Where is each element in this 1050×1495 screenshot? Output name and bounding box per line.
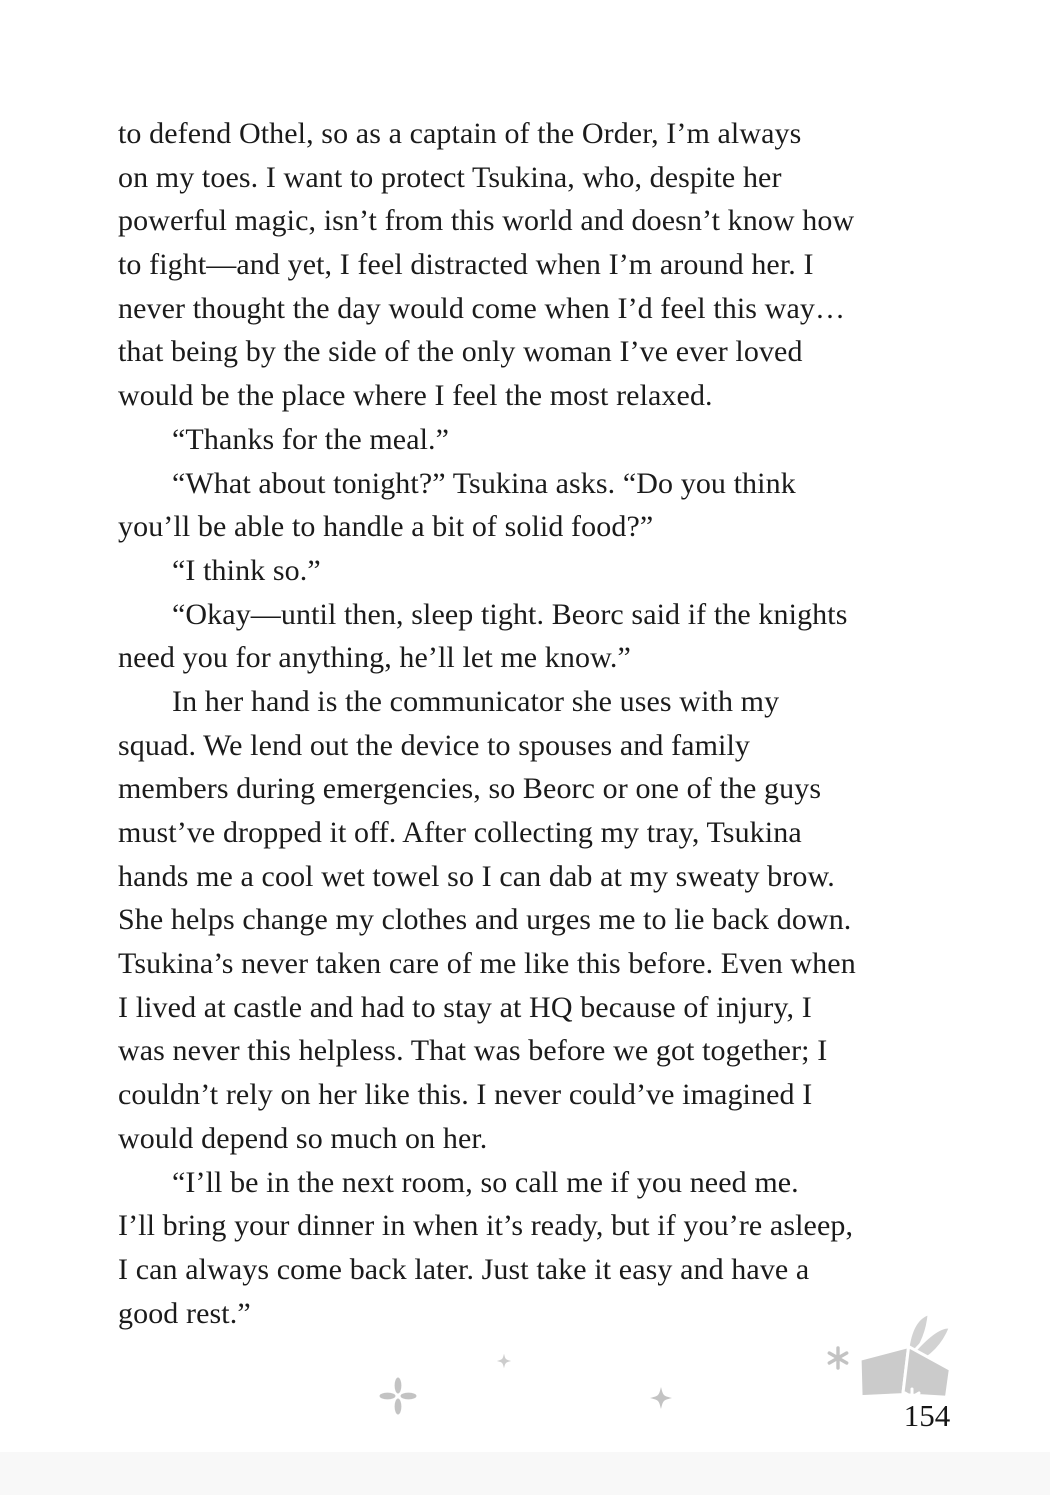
text-line: never thought the day would come when I’d feel this way… [118, 291, 846, 325]
text-line: to fight—and yet, I feel distracted when I’m around her. I [118, 248, 814, 282]
text-line: Tsukina’s never taken care of me like this before. Even when [118, 947, 856, 981]
text-line: I lived at castle and had to stay at HQ because of injury, I [118, 990, 812, 1024]
text-line: good rest.” [118, 1296, 251, 1330]
text-line: “Thanks for the meal.” [172, 422, 450, 456]
text-line: must’ve dropped it off. After collecting my tray, Tsukina [118, 816, 802, 849]
text-line: to defend Othel, so as a captain of the Order, I’m always [118, 117, 802, 150]
text-line: couldn’t rely on her like this. I never could’ve imagined I [118, 1078, 813, 1112]
text-block [118, 112, 958, 1335]
text-line: “What about tonight?” Tsukina asks. “Do you think [172, 466, 796, 500]
text-line: “I’ll be in the next room, so call me if you need me. [172, 1165, 799, 1199]
text-line: I’ll bring your dinner in when it’s ready, but if you’re asleep, [118, 1209, 854, 1243]
text-line: “Okay—until then, sleep tight. Beorc said if the knights [172, 597, 848, 631]
text-line: “I think so.” [172, 553, 321, 587]
text-line: hands me a cool wet towel so I can dab at my sweaty brow. [118, 859, 835, 893]
footer-band [0, 1452, 1050, 1495]
text-line: members during emergencies, so Beorc or one of the guys [118, 772, 822, 806]
text-line: need you for anything, he’ll let me know.” [118, 641, 631, 675]
text-line: you’ll be able to handle a bit of solid food?” [118, 510, 654, 544]
text-line: She helps change my clothes and urges me to lie back down. [118, 903, 852, 937]
page-number: 154 [903, 1398, 951, 1433]
sparkle-icon-small [496, 1353, 512, 1374]
sparkle-icon-large [649, 1386, 673, 1415]
text-line: was never this helpless. That was before we got together; I [118, 1034, 828, 1068]
clover-ornament-icon [378, 1376, 418, 1421]
text-line: powerful magic, isn’t from this world and doesn’t know how [118, 204, 855, 238]
text-line: would be the place where I feel the most relaxed. [118, 379, 713, 413]
text-line: that being by the side of the only woman I’ve ever loved [118, 335, 803, 369]
text-line: I can always come back later. Just take it easy and have a [118, 1252, 810, 1286]
text-line: In her hand is the communicator she uses with my [172, 684, 780, 718]
text-line: squad. We lend out the device to spouses and family [118, 728, 750, 762]
text-line: on my toes. I want to protect Tsukina, who, despite her [118, 160, 782, 194]
text-line: would depend so much on her. [118, 1121, 488, 1155]
